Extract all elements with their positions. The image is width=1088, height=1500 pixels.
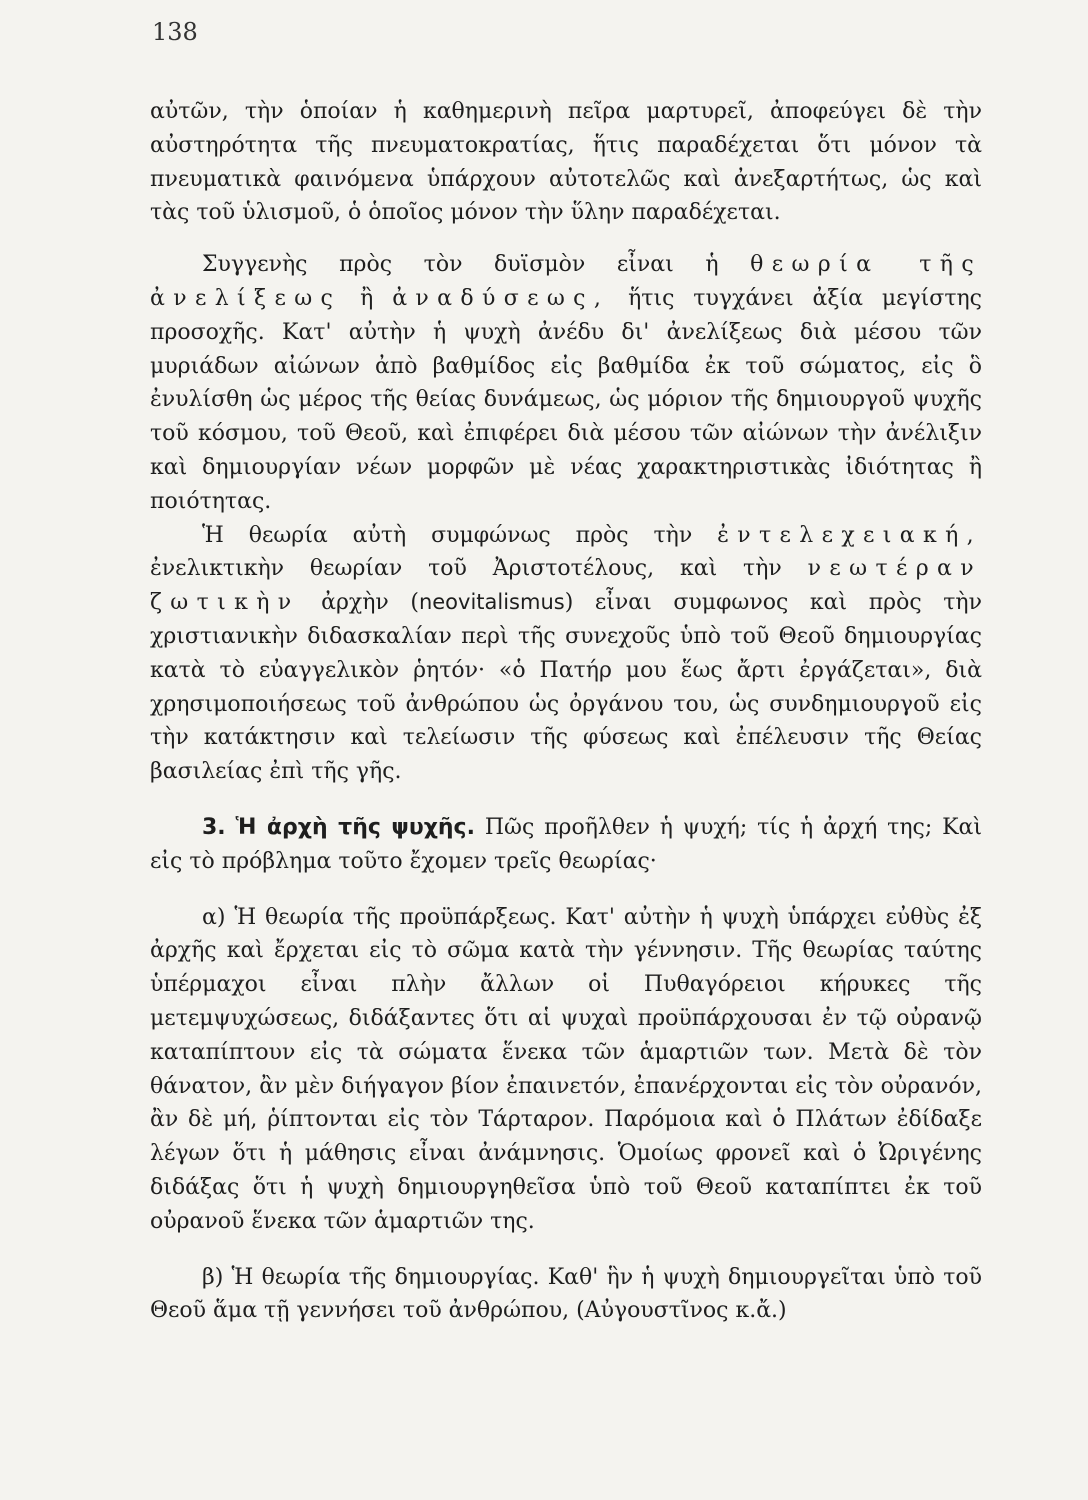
entelechy-body-text: ) εἶναι συμφωνος καὶ πρὸς τὴν χριστιανικὴν διδασκαλίαν περὶ τῆς συνεχοῦς ὑπὸ τοῦ Θεοῦ δημιουργίας κατὰ τὸ εὐαγγελικὸν ῥητόν· «ὁ Πατήρ μου ἕως ἄρτι ἐργάζεται», διὰ χρησιμοποιήσεως τοῦ ἀνθρώπου ὡς ὀργάνου του, ὡς συνδημιουργοῦ εἰς τὴν κατάκτησιν καὶ τελείωσιν τῆς φύσεως καὶ ἐπέλευσιν τῆς Θείας βασιλείας ἐπὶ τῆς γῆς. [150,590,982,785]
theory-creation [150,1261,982,1329]
arche-open: ἀρχὴν ( [321,590,419,616]
theory-b-title: Ἡ θεωρία τῆς δημιουργίας. [231,1264,540,1290]
entelechy-intro-text: Ἡ θεωρία αὐτὴ συμφώνως πρὸς τὴν [202,522,693,548]
evolution-term: θεωρία τῆς ἀνελίξεως [150,252,982,311]
vital-principle-term: νεωτέραν ζωτικὴν [150,556,982,616]
entelechy-term: ἐντελεχειακή, [717,522,982,548]
page-number: 138 [152,18,198,46]
section-3 [150,811,982,879]
paragraph-dualism-continuation: αὐτῶν, τὴν ὁποίαν ἡ καθημερινὴ πεῖρα μαρτυρεῖ, ἀποφεύγει δὲ τὴν αὐστηρότητα τῆς πνευματοκρατίας, ἥτις παραδέχεται ὅτι μόνον τὰ πνευματικὰ φαινόμενα ὑπάρχουν αὐτοτελῶς καὶ ἀνεξαρτήτως, ὡς καὶ τὰς τοῦ ὑλισμοῦ, ὁ ὁποῖος μόνον τὴν ὕλην παραδέχεται. [150,99,982,226]
section-number: 3. [202,814,226,840]
neovitalismus-term: neovitalismus [418,590,565,615]
paragraph-entelechy [150,519,982,789]
evolution-intro-text: Συγγενὴς πρὸς τὸν δυϊσμὸν εἶναι ἡ [202,252,719,278]
theory-a-text: Κατ' αὐτὴν ἡ ψυχὴ ὑπάρχει εὐθὺς ἐξ ἀρχῆς καὶ ἔρχεται εἰς τὸ σῶμα κατὰ τὴν γέννησιν. Τῆς θεωρίας ταύτης ὑπέρμαχοι εἶναι πλὴν ἄλλων οἱ Πυθαγόρειοι κήρυκες τῆς μετεμψυχώσεως, διδάξαντες ὅτι αἱ ψυχαὶ προϋπάρχουσαι ἐν τῷ οὐρανῷ καταπίπτουν εἰς τὰ σώματα ἕνεκα τῶν ἁμαρτιῶν των. Μετὰ δὲ τὸν θάνατον, ἂν μὲν διήγαγον βίον ἐπαινετόν, ἐπανέρχονται εἰς τὸν οὐρανόν, ἂν δὲ μή, ῥίπτονται εἰς τὸν Τάρταρον. Παρόμοια καὶ ὁ Πλάτων ἐδίδαξε λέγων ὅτι ἡ μάθησις εἶναι ἀνάμνησις. Ὁμοίως φρονεῖ καὶ ὁ Ὠριγένης διδάξας ὅτι ἡ ψυχὴ δημιουργηθεῖσα ὑπὸ τοῦ Θεοῦ καταπίπτει ἐκ τοῦ οὐρανοῦ ἕνεκα τῶν ἁμαρτιῶν της. [150,904,982,1234]
section-title: Ἡ ἀρχὴ τῆς ψυχῆς. [235,814,475,840]
section-intro-text: Πῶς προῆλθεν ἡ ψυχή; τίς ἡ ἀρχή της; Καὶ εἰς τὸ πρόβλημα τοῦτο ἔχομεν τρεῖς θεωρίας· [150,814,983,874]
theory-preexistence [150,901,982,1239]
theory-a-marker: α) [202,904,226,930]
theory-b-marker: β) [202,1264,224,1290]
evolution-body-text: ἥτις τυγχάνει ἀξία μεγίστης προσοχῆς. Κατ' αὐτὴν ἡ ψυχὴ ἀνέδυ δι' ἀνελίξεως διὰ μέσου τῶν μυριάδων αἰώνων ἀπὸ βαθμίδος εἰς βαθμίδα ἐκ τοῦ σώματος, εἰς ὃ ἐνυλίσθη ὡς μέρος τῆς θείας δυνάμεως, ὡς μόριον τῆς δημιουργοῦ ψυχῆς τοῦ κόσμου, τοῦ Θεοῦ, καὶ ἐπιφέρει διὰ μέσου τῶν αἰώνων τὴν ἀνέλιξιν καὶ δημιουργίαν νέων μορφῶν μὲ νέας χαρακτηριστικὰς ἰδιότητας ἢ ποιότητας. [150,285,982,514]
theory-a-title: Ἡ θεωρία τῆς προϋπάρξεως. [234,904,557,930]
paragraph-evolution-theory [150,248,982,518]
evolution-or: ἢ [360,285,374,311]
theory-b-text: Καθ' ἣν ἡ ψυχὴ δημιουργεῖται ὑπὸ τοῦ Θεοῦ ἅμα τῇ γεννήσει τοῦ ἀνθρώπου, (Αὐγουστῖνος κ.ἄ.) [150,1264,983,1324]
page-body [150,95,982,1328]
emergence-term: ἀναδύσεως, [392,285,610,311]
aristotle-text: ἐνελικτικὴν θεωρίαν τοῦ Ἀριστοτέλους, καὶ τὴν [150,556,782,582]
